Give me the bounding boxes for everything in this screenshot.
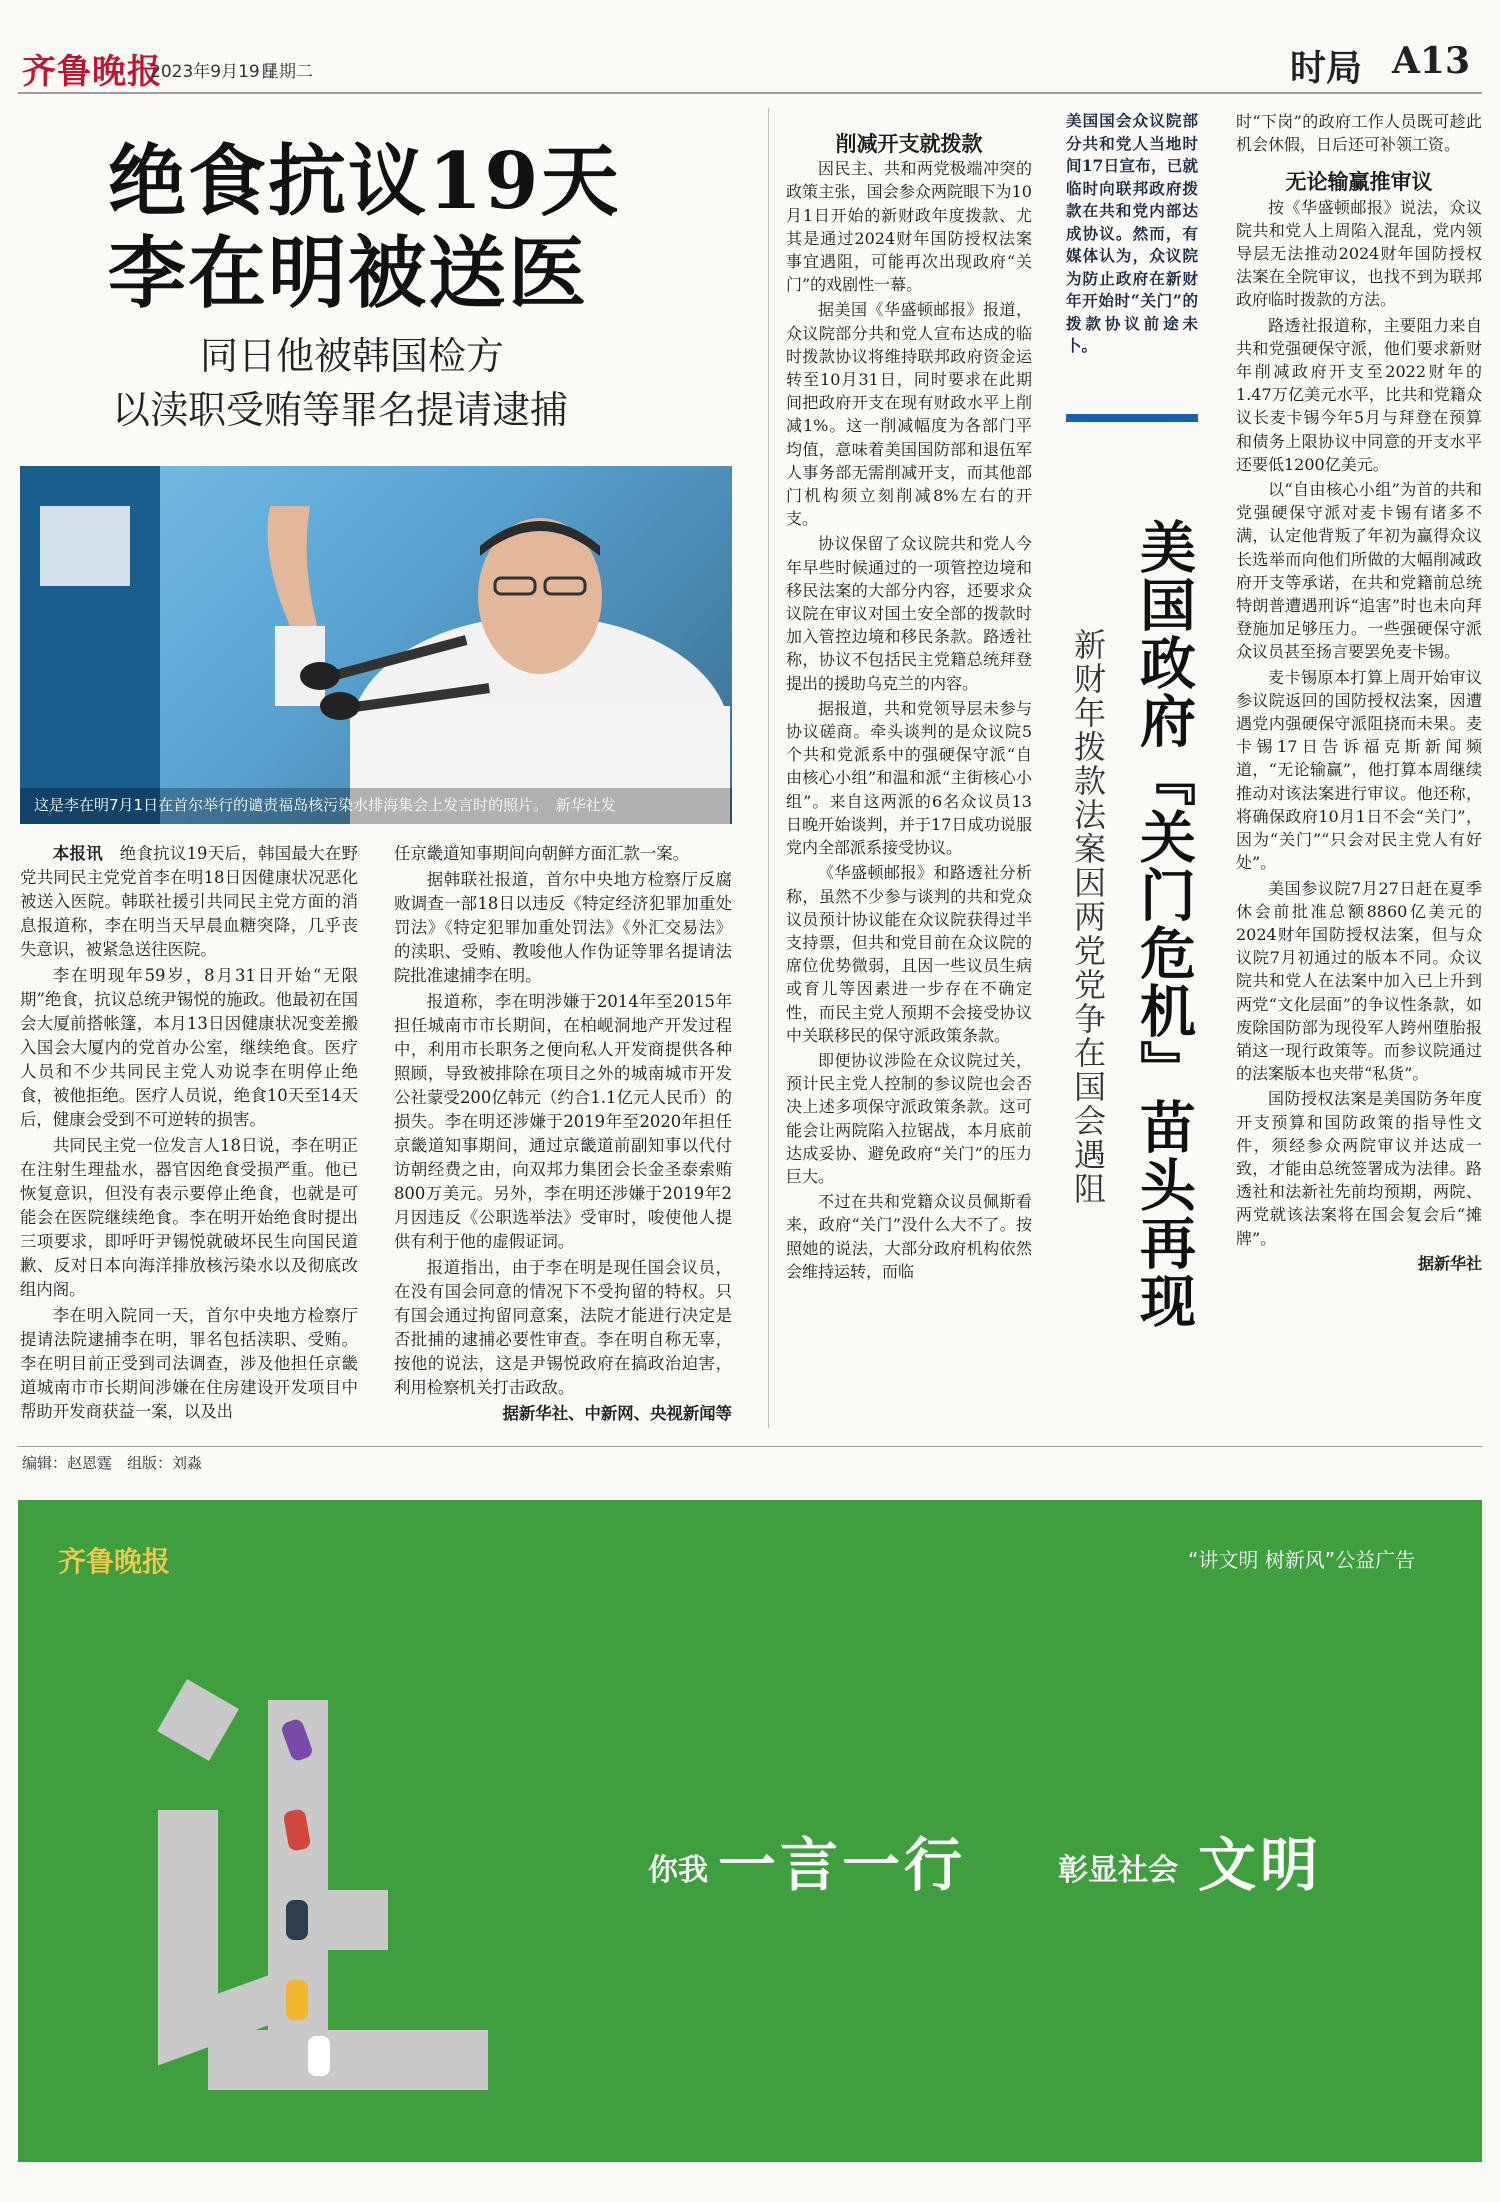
ad-slogan-big1: 一言一行 <box>718 1831 967 1899</box>
news-photo <box>20 466 732 824</box>
story2-column3 <box>786 132 1032 1432</box>
credits-rule <box>18 1446 1482 1447</box>
column-divider <box>768 108 769 1428</box>
story1-column1 <box>20 842 358 1442</box>
public-service-ad <box>18 1500 1482 2162</box>
story2-subtitle1: 削减开支就拨款 <box>835 132 983 156</box>
story2-col3-p6: 即便协议涉险在众议院过关，预计民主党人控制的参议院也会否决上述多项保守派政策条款。这可能会让两院陷入拉锯战，本月底前达成妥协、避免政府“关门”的压力巨大。 <box>786 1050 1032 1186</box>
editor-credits: 编辑：赵恩霆 组版：刘淼 <box>22 1454 203 1472</box>
road-side-stroke <box>328 1890 388 1950</box>
masthead-date: 2023年9月19日 <box>150 62 277 82</box>
story1-col1-p2: 李在明现年59岁，8月31日开始“无限期”绝食，抗议总统尹锡悦的施政。他最初在国会大厦前搭帐篷，本月13日因健康状况变差搬入国会大厦内的党首办公室，继续绝食。医疗人员和不少共同民主党人劝说李在明停止绝食，被他拒绝。医疗人员说，绝食10天至14天后，健康会受到不可逆转的损害。 <box>20 966 358 1129</box>
section-name: 时局 <box>1290 47 1363 89</box>
story2-col3-p1: 因民主、共和两党极端冲突的政策主张，国会参众两院眼下为10月1日开始的新财政年度拨款、尤其是通过2024财年国防授权法案事宜遇阻，可能再次出现政府“关门”的戏剧性一幕。 <box>786 159 1032 295</box>
photo-illustration <box>20 466 732 824</box>
story2-col5-p3: 以“自由核心小组”为首的共和党强硬保守派对麦卡锡有诸多不满，认定他背叛了年初为赢得众议长选举而向他们所做的大幅削减政府开支等承诺，在共和党籍前总统特朗普遭遇刑诉“追害”时也未向拜登施加足够压力。一些强硬保守派众议员甚至扬言要罢免麦卡锡。 <box>1236 480 1482 662</box>
masthead-weekday: 星期二 <box>262 62 313 82</box>
story2-subtitle2: 无论输赢推审议 <box>1285 169 1433 195</box>
story1-source: 据新华社、中新网、央视新闻等 <box>502 1404 732 1423</box>
story2-col3-p4: 据报道，共和党领导层未参与协议磋商。牵头谈判的是众议院5个共和党派系中的强硬保守派“自由核心小组”和温和派“主街核心小组”。来自这两派的6名众议员13日晚开始谈判，并于17日成功说服党内全部派系接受协议。 <box>786 698 1032 858</box>
story2-col3-p5: 《华盛顿邮报》和路透社分析称，虽然不少参与谈判的共和党众议员预计协议能在众议院获得过半支持票，但共和党目前在众议院的席位优势微弱，且因一些议员生病或育儿等因素进一步存在不确定性，而民主党人预期不会接受协议中关联移民的保守派政策条款。 <box>786 863 1032 1045</box>
story2-lead-box: 美国国会众议院部分共和党人当地时间17日宣布，已就临时向联邦政府拨款在共和党内部达成协议。然而，有媒体认为，众议院为防止政府在新财年开始时“关门”的拨款协议前途未卜。 <box>1066 111 1198 355</box>
story1-col2-p3: 报道称，李在明涉嫌于2014年至2015年担任城南市市长期间，在柏岘洞地产开发过程中，利用市长职务之便向私人开发商提供各种照顾，导致被排除在项目之外的城南城市开发公社蒙受200亿韩元（约合1.1亿元人民币）的损失。李在明还涉嫌于2019年至2020年担任京畿道知事期间，通过京畿道前副知事以代付访朝经费之由，向双邦力集团会长金圣泰索贿800万美元。另外，李在明还涉嫌于2019年2月因违反《公职选举法》受审时，唆使他人提供有利于他的虚假证词。 <box>394 992 732 1251</box>
story2-col5-p2: 路透社报道称，主要阻力来自共和党强硬保守派，他们要求新财年削减政府开支至2022财年的1.47万亿美元水平，比共和党籍众议长麦卡锡今年5月与拜登在预算和债务上限协议中同意的开支水平还要低1200亿美元。 <box>1236 315 1482 474</box>
subhead-line2: 以渎职受贿等罪名提请逮捕 <box>112 388 569 432</box>
subhead-line1: 同日他被韩国检方 <box>200 334 505 378</box>
ad-slogan-small2: 彰显社会 <box>1058 1853 1178 1888</box>
story1-col2-p4: 报道指出，由于李在明是现任国会议员，在没有国会同意的情况下不受拘留的特权。只有国会通过拘留同意案，法院才能进行决定是否批捕的逮捕必要性审查。李在明自称无辜，按他的说法，这是尹锡悦政府在搞政治迫害，利用检察机关打击政敌。 <box>394 1258 732 1397</box>
story2-col5-p1: 按《华盛顿邮报》说法，众议院共和党人上周陷入混乱，党内领导层无法推动2024财年国防授权法案在全院审议，也找不到为联邦政府临时拨款的方法。 <box>1236 197 1482 310</box>
road-character-graphic <box>148 1690 398 2090</box>
story2-col3-p7: 不过在共和党籍众议员佩斯看来，政府“关门”没什么大不了。按照她的说法，大部分政府机构依然会维持运转，而临 <box>786 1192 1032 1281</box>
headline-line2: 李在明被送医 <box>108 228 589 319</box>
masthead-rule <box>18 92 1482 94</box>
car-dark <box>286 1900 308 1940</box>
story2-col5-p4: 麦卡锡原本打算上周开始审议参议院返回的国防授权法案，因遭遇党内强硬保守派阻挠而未果。麦卡锡17日告诉福克斯新闻频道，“无论输赢”，他打算本周继续推动对该法案进行审议。他还称，将确保政府10月1日不会“关门”，因为“关门”“只会对民主党人有好处”。 <box>1236 667 1482 873</box>
story2-column5 <box>1236 110 1482 1430</box>
story2-col3-p2: 据美国《华盛顿邮报》报道，众议院部分共和党人宣布达成的临时拨款协议将维持联邦政府资金运转至10月31日，同时要求在此期间把政府开支在现有财政水平上削减1%。这一削减幅度为各部门平均值，意味着美国国防部和退伍军人事务部无需削减开支，而其他部门机构须立刻削减8%左右的开支。 <box>786 300 1032 529</box>
ad-logo: 齐鲁晚报 <box>58 1545 171 1578</box>
car-yellow <box>286 1980 308 2020</box>
story1-col2-p1: 任京畿道知事期间向朝鲜方面汇款一案。 <box>394 844 690 863</box>
story1-col2-p2: 据韩联社报道，首尔中央地方检察厅反腐败调查一部18日以违反《特定经济犯罪加重处罚法》《特定犯罪加重处罚法》《外汇交易法》的渎职、受贿、教唆他人作伪证等罪名提请法院批准逮捕李在明。 <box>394 870 732 985</box>
ad-tag: “讲文明 树新风”公益广告 <box>1188 1548 1416 1572</box>
story2-subhead: 新财年拨款法案因两党党争在国会遇阻 <box>1069 628 1107 1206</box>
lead-tag: 本报讯 <box>52 844 103 863</box>
story1-column2 <box>394 842 732 1442</box>
story2-headline: 美国政府『关门危机』苗头再现 <box>1131 518 1197 1330</box>
story2-source: 据新华社 <box>1417 1253 1482 1273</box>
story2-col5-head: 时“下岗”的政府工作人员既可趁此机会休假，日后还可补领工资。 <box>1236 112 1482 155</box>
story1-col1-p3: 共同民主党一位发言人18日说，李在明正在注射生理盐水，器官因绝食受损严重。他已恢复意识，但没有表示要停止绝食，也就是可能会在医院继续绝食。李在明开始绝食时提出三项要求，即呼吁尹锡悦就破坏民生向国民道歉、反对日本向海洋排放核污染水以及彻底改组内阁。 <box>20 1136 358 1299</box>
story2-col3-p3: 协议保留了众议院共和党人今年早些时候通过的一项管控边境和移民法案的大部分内容，还要求众议院在审议对国土安全部的拨款时加入管控边境和移民条款。路透社称，协议不包括民主党籍总统拜登提出的援助乌克兰的内容。 <box>786 534 1032 693</box>
page-number: A13 <box>1392 40 1471 82</box>
car-ambulance <box>308 2036 330 2076</box>
story1-col1-p1: 本报讯 绝食抗议19天后，韩国最大在野党共同民主党党首李在明18日因健康状况恶化被送入医院。韩联社援引共同民主党方面的消息报道称，李在明当天早晨血糖突降，几乎丧失意识，被紧急送往医院。 <box>20 844 358 959</box>
lead-box-bar <box>1066 414 1198 422</box>
masthead-logo: 齐鲁晚报 <box>22 52 162 92</box>
photo-caption: 这是李在明7月1日在首尔举行的谴责福岛核污染水排海集会上发言时的照片。 新华社发 <box>34 796 616 814</box>
ad-slogan-small1: 你我 <box>648 1853 708 1888</box>
road-dot <box>157 1679 239 1761</box>
story2-col5-p6: 国防授权法案是美国防务年度开支预算和国防政策的指导性文件，须经参众两院审议并达成一致，才能由总统签署成为法律。路透社和法新社先前均预期，两院、两党就该法案将在国会复会后“摊牌”。 <box>1236 1089 1482 1248</box>
ad-slogan-big2: 文明 <box>1198 1831 1323 1899</box>
headline-line1: 绝食抗议19天 <box>108 136 621 227</box>
story1-col1-p4: 李在明入院同一天，首尔中央地方检察厅提请法院逮捕李在明，罪名包括渎职、受贿。李在明目前正受到司法调查，涉及他担任京畿道城南市市长期间涉嫌在住房建设开发项目中帮助开发商获益一案，以及出 <box>20 1306 358 1421</box>
story2-col5-p5: 美国参议院7月27日赶在夏季休会前批准总额8860亿美元的2024财年国防授权法案，但与众议院7月初通过的版本不同。众议院共和党人在法案中加入已上升到两党“文化层面”的争议性条款，如废除国防部为现役军人跨州堕胎报销这一现行政策等。而参议院通过的法案版本也夹带“私货”。 <box>1236 878 1482 1084</box>
road-bottom-stroke <box>208 2030 488 2090</box>
